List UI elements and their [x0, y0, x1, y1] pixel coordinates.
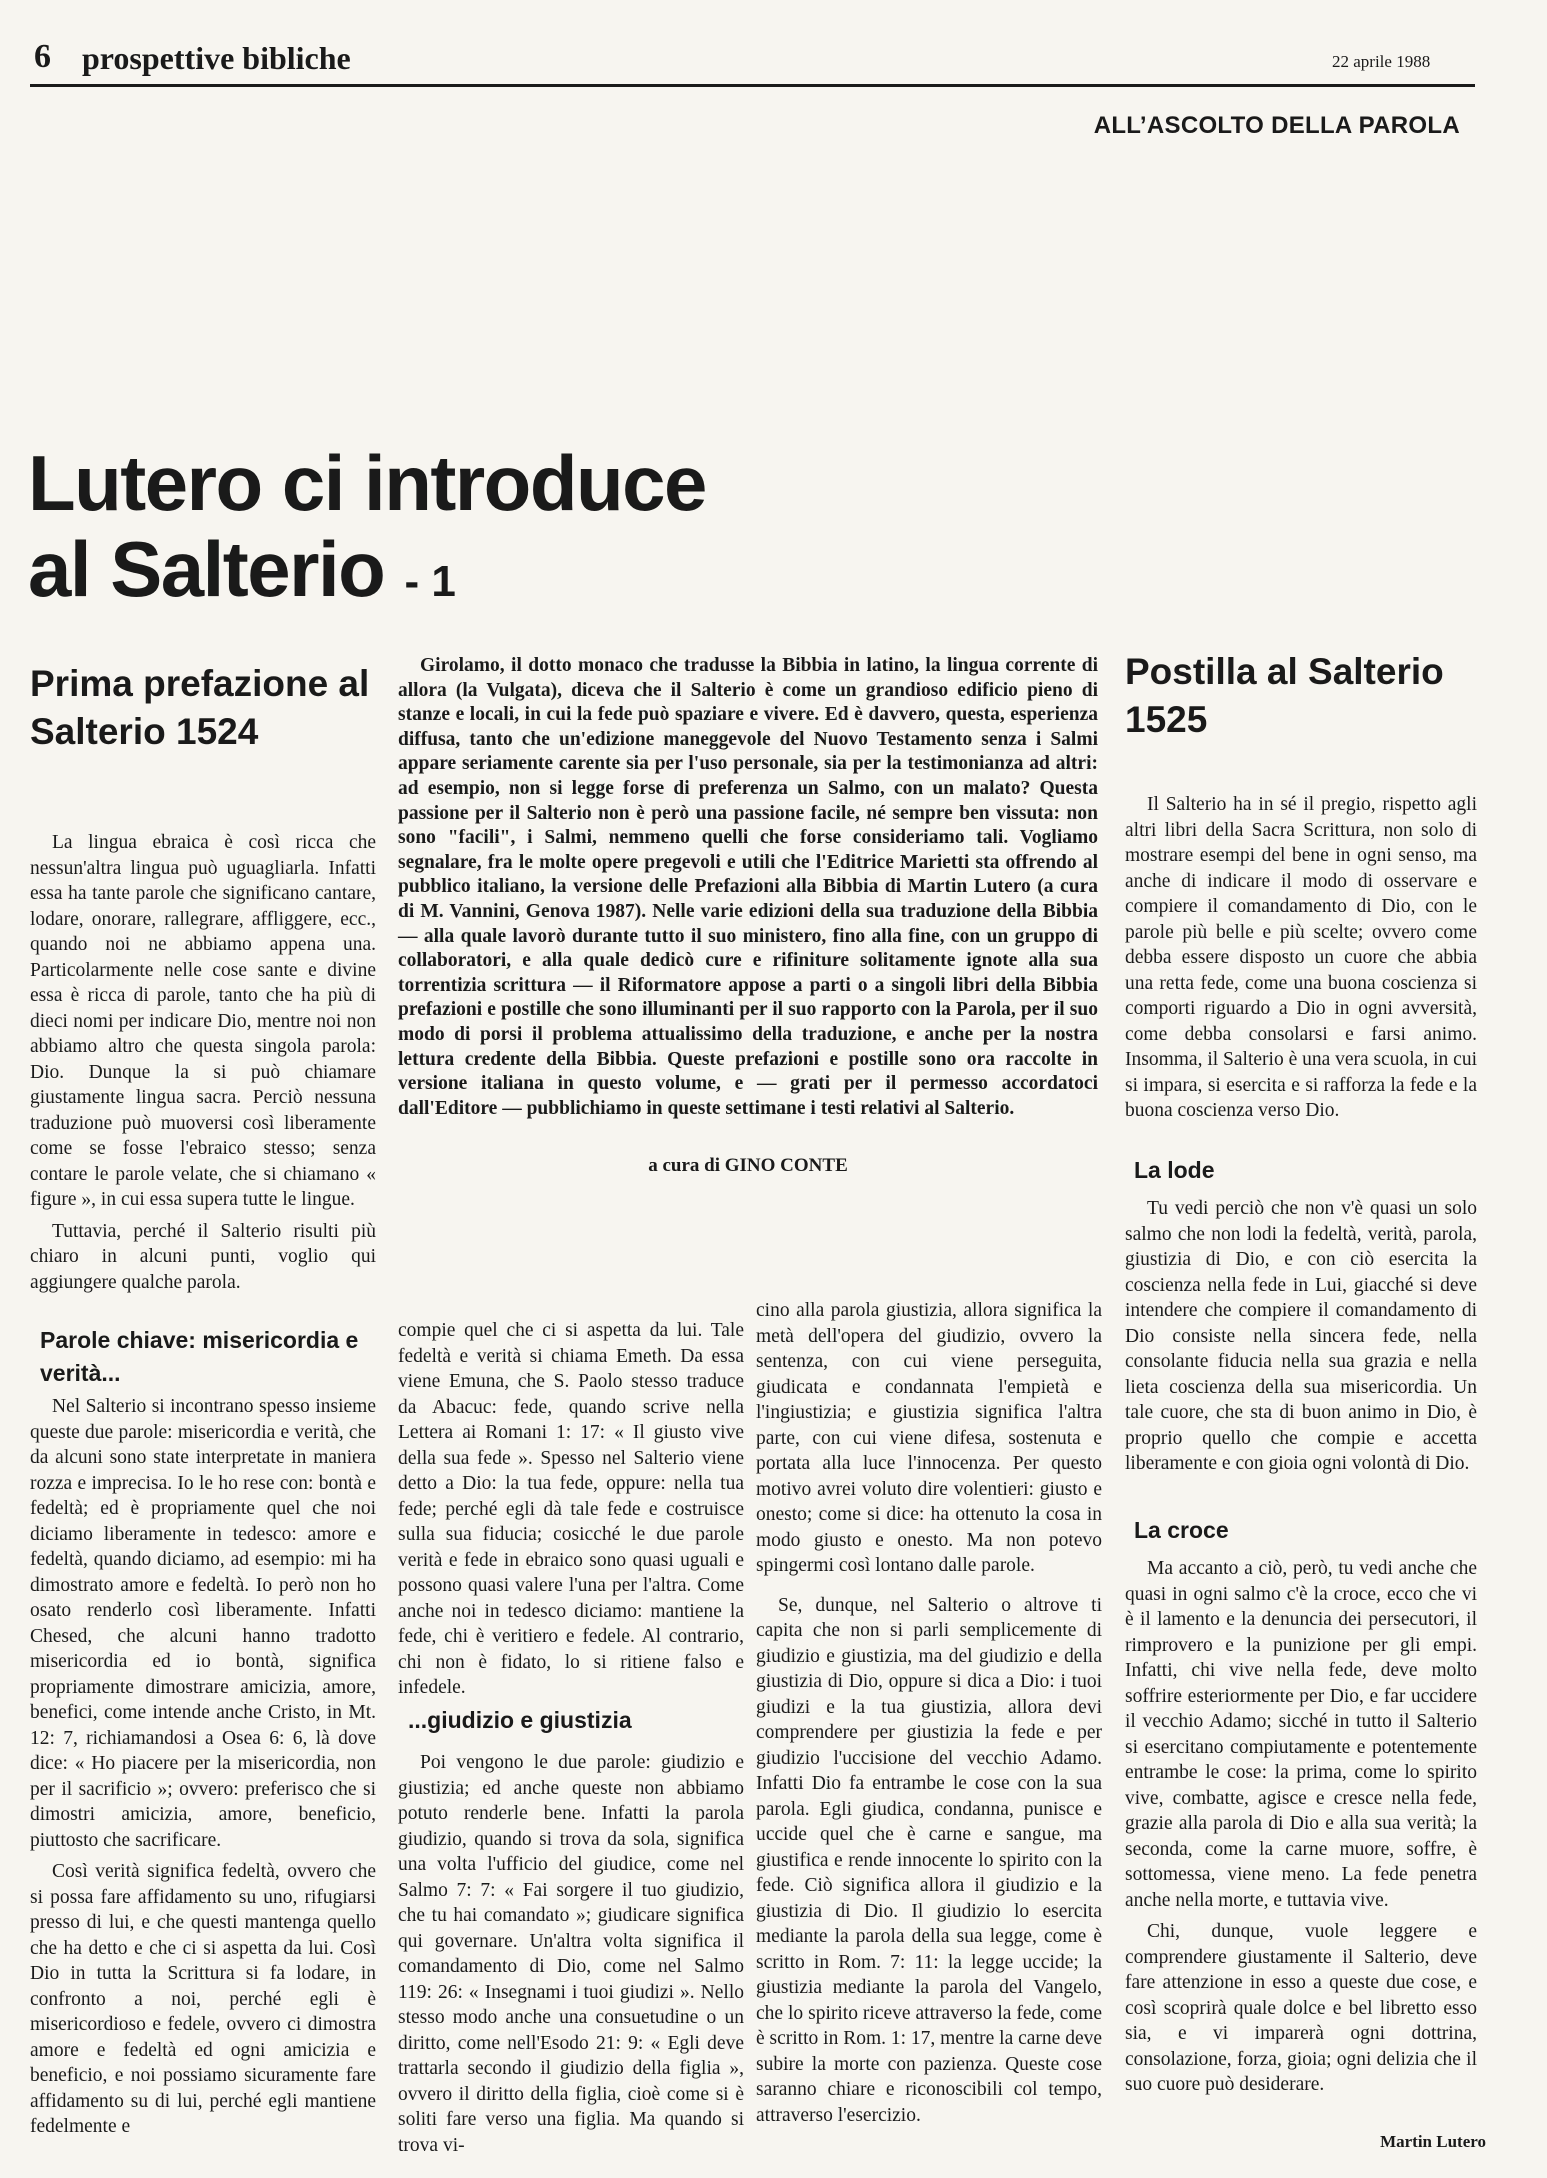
paragraph: La lingua ebraica è così ricca che nessun'altra lingua può uguagliarla. Infatti essa ha tante parole che significano cantare, lodare, onorare, rallegrare, affliggere, ecc., quando noi ne abbiamo appena una. Particolarmente nelle cose sante e divine essa è ricca di parole, tanto che ha più di dieci nomi per indicare Dio, mentre noi non abbiamo altro che questa singola parola: Dio. Dunque la si può chiamare giustamente lingua sacra. Perciò nessuna traduzione può muoversi così liberamente come se fosse l'ebraico stesso; senza contare le parole velate, che si chiamano « figure », in cui essa supera tutte le lingue. — [30, 832, 376, 1210]
col4-text-bottom — [1125, 1556, 1477, 2104]
col3-text — [756, 1298, 1102, 2134]
col4-subheading-lode: La lode — [1134, 1157, 1215, 1183]
col1-text-bottom — [30, 1394, 376, 2146]
paragraph: Tu vedi perciò che non v'è quasi un solo salmo che non lodi la fedeltà, verità, parola, giustizia di Dio, e con ciò esercita la coscienza nella fede in Lui, giacché si deve intendere che compiere il comandamento di Dio consiste nella sincera fede, nella consolante fiducia nella sua grazia e nella lieta coscienza della sua misericordia. Un tale cuore, che sta di buon animo in Dio, è proprio quello che compie e accetta liberamente e con gioia ogni volontà di Dio. — [1125, 1198, 1477, 1474]
paragraph: Poi vengono le due parole: giudizio e giustizia; ed anche queste non abbiamo potuto renderle bene. Infatti la parola giudizio, quando si trova da sola, significa una volta l'ufficio del giudice, come nel Salmo 7: 7: « Fai sorgere il tuo giudizio, che tu hai comandato »; giudicare significa qui governare. Un'altra volta significa il comandamento di Dio, come nel Salmo 119: 26: « Insegnami i tuoi giudizi ». Nello stesso modo anche una consuetudine o un diritto, come nell'Esodo 21: 9: « Egli deve trattarla secondo il giudizio della figlia », ovvero il diritto della figlia, cioè come si è soliti fare verso una figlia. Ma quando si trova vi- — [398, 1752, 744, 2156]
paragraph: compie quel che ci si aspetta da lui. Tale fedeltà e verità si chiama Emeth. Da essa viene Emuna, che S. Paolo stesso traduce da Abacuc: fede, quando scrive nella Lettera ai Romani 1: 17: « Il giusto vive della sua fede ». Spesso nel Salterio viene detto a Dio: la tua fede, oppure: nella tua fede; perché egli dà tale fede e costruisce sulla sua fiducia; cosicché le due parole verità e fede in ebraico sono quasi uguali e possono quasi valere l'una per l'altra. Come anche noi in tedesco diciamo: mantiene la fede, chi è veritiero e fedele. Al contrario, chi non è fidato, lo si ritiene falso e infedele. — [398, 1320, 744, 1698]
paragraph: Tuttavia, perché il Salterio risulti più chiaro in alcuni punti, voglio qui aggiungere qualche parola. — [30, 1220, 376, 1293]
paragraph: Nel Salterio si incontrano spesso insieme queste due parole: misericordia e verità, che da alcuni sono state interpretate in maniera rozza e imprecisa. Io le ho rese con: bontà e fedeltà; ed è propriamente quel che noi diciamo liberamente in tedesco: amore e fedeltà, quando diciamo, ad esempio: mi ha dimostrato amore e fedeltà. Io però non ho osato renderlo così liberamente. Infatti Chesed, che alcuni hanno tradotto misericordia ed io bontà, significa propriamente dimostrare amicizia, amore, benefici, come intende anche Cristo, in Mt. 12: 7, richiamandosi a Osea 6: 6, là dove dice: « Ho piacere per la misericordia, non per il sacrificio »; ovvero: preferisco che si dimostri amicizia, amore, beneficio, piuttosto che sacrificare. — [30, 1396, 376, 1851]
section-label: ALL’ASCOLTO DELLA PAROLA — [1093, 112, 1460, 139]
col4-text-middle — [1125, 1196, 1477, 1483]
page-number: 6 — [34, 38, 51, 75]
title-line-2 — [28, 526, 928, 625]
paragraph: Il Salterio ha in sé il pregio, rispetto agli altri libri della Sacra Scrittura, non solo di mostrare esempi del bene in ogni senso, ma anche di indicare il modo di osservare e compiere il comandamento di Dio, con le parole più belle e più scelte; ovvero come debba essere disposto un cuore che abbia una retta fede, come una buona coscienza si comporti riguardo a Dio in ogni avversità, come debba consolarsi e farsi animo. Insomma, il Salterio è una vera scuola, in cui si impara, si esercita e si rafforza la fede e la buona coscienza verso Dio. — [1125, 794, 1477, 1121]
title-part-number: - 1 — [404, 557, 456, 606]
col1-subheading: Parole chiave: misericordia e verità... — [40, 1327, 359, 1386]
issue-date: 22 aprile 1988 — [1332, 52, 1431, 71]
col2-text-bottom — [398, 1750, 744, 2164]
paragraph: Ma accanto a ciò, però, tu vedi anche che quasi in ogni salmo c'è la croce, ecco che vi è il lamento e la denuncia dei persecutori, il rimprovero e la punizione per gli empi. Infatti, chi vive nella fede, deve molto soffrire esteriormente per Dio, e far uccidere il vecchio Adamo; sicché in tutto il Salterio si esercitano compiutamente e potentemente entrambe le cose: la prima, come lo spirito vive, combatte, agisce e cresce nella fede, grazie alla parola di Dio e alla sua verità; la seconda, come la carne muore, soffre, è sottomessa, viene meno. La fede penetra anche nella morte, e tuttavia vive. — [1125, 1558, 1477, 1911]
col1-heading: Prima prefazione al Salterio 1524 — [30, 663, 370, 752]
publication-name: prospettive bibliche — [82, 40, 351, 76]
title-line-2-text: al Salterio — [28, 525, 385, 613]
editor-credit: a cura di GINO CONTE — [648, 1155, 848, 1176]
header-rule — [30, 84, 1475, 87]
col2-subheading: ...giudizio e giustizia — [408, 1707, 632, 1733]
col4-text-top — [1125, 792, 1477, 1130]
col2-text-top — [398, 1318, 744, 1707]
paragraph: Se, dunque, nel Salterio o altrove ti capita che non si parli semplicemente di giudizio e giustizia, ma del giudizio e della giustizia di Dio, oppure si dica a Dio: i tuoi giudizi e la tua giustizia, allora devi comprendere per giustizia la fede e per giudizio l'uccisione del vecchio Adamo. Infatti Dio fa entrambe le cose con la sua parola. Egli giudica, condanna, punisce e uccide quel che è carne e sangue, ma giustifica e rende innocente lo spirito con la fede. Ciò significa allora il giudizio e la giustizia di Dio. Il giudizio lo esercita mediante la parola della sua legge, come è scritto in Rom. 7: 11: la legge uccide; la giustizia mediante la parola del Vangelo, che lo spirito riceve attraverso la fede, come è scritto in Rom. 1: 17, mentre la carne deve subire la morte con pazienza. Queste cose saranno chiare e riconoscibili col tempo, attraverso l'esercizio. — [756, 1594, 1103, 2126]
paragraph: Così verità significa fedeltà, ovvero che si possa fare affidamento su uno, rifugiarsi presso di lui, e che questi mantenga quello che ha detto e che ci si aspetta da lui. Così Dio in tutta la Scrittura si fa lodare, in confronto a noi, perché egli è misericordioso e fedele, ovvero ci dimostra amore e fedeltà ed ogni amicizia e beneficio, e noi possiamo sicuramente fare affidamento su di lui, perché egli mantiene fedelmente e — [30, 1861, 376, 2137]
col1-text-top — [30, 830, 376, 1301]
author-signature: Martin Lutero — [1380, 2132, 1486, 2151]
intro-text: Girolamo, il dotto monaco che tradusse la Bibbia in latino, la lingua corrente di allora (la Vulgata), diceva che il Salterio è come un grandioso edificio pieno di stanze e locali, in cui la fede può spaziare e vivere. Ed è davvero, questa, esperienza diffusa, tanto che un'edizione maneggevole del Nuovo Testamento senza i Salmi appare seriamente carente sia per l'uso personale, sia per la testimonianza ad altri: ad esempio, non si legge forse di preferenza un Salmo, con un malato? Questa passione per il Salterio non è però una passione facile, né sempre ben vissuta: non sono "facili", i Salmi, nemmeno quelli che forse consideriamo tali. Vogliamo segnalare, fra le molte opere pregevoli e utili che l'Editrice Marietti sta offrendo al pubblico italiano, la versione delle Prefazioni alla Bibbia di Martin Lutero (a cura di M. Vannini, Genova 1987). Nelle varie edizioni della sua traduzione della Bibbia — alla quale lavorò durante tutto il suo ministero, fino alla fine, con un gruppo di collaboratori, e alla quale dedicò cure e rifiniture solitamente ignote alla sua torrentizia scrittura — il Riformatore appose a parti o a singoli libri della Bibbia prefazioni e postille che sono illuminanti per il suo rapporto con la Parola, per il suo modo di porsi il problema attualissimo della traduzione, e anche per la nostra lettura credente della Bibbia. Queste prefazioni e postille sono ora raccolte in versione italiana in questo volume, e — grati per il permesso accordatoci dall'Editore — pubblichiamo in queste settimane i testi relativi al Salterio. — [398, 655, 1098, 1119]
paragraph: cino alla parola giustizia, allora significa la metà dell'opera del giudizio, ovvero la sentenza, con cui viene perseguita, giudicata e condannata l'empietà e l'ingiustizia; e giustizia significa l'altra parte, con cui viene difesa, sostenuta e portata alla luce l'innocenza. Per questo motivo avrei voluto dire volentieri: giusto e onesto; come si dice: ha ottenuto la cosa in modo giusto e onesto. Ma non potevo spingermi così lontano dalle parole. — [756, 1300, 1102, 1576]
title-line-1: Lutero ci introduce — [28, 439, 706, 527]
col4-subheading-croce: La croce — [1134, 1517, 1229, 1543]
article-title — [28, 440, 928, 625]
paragraph: Chi, dunque, vuole leggere e comprendere giustamente il Salterio, deve fare attenzione in esso a queste due cose, e così scoprirà quale dolce e bel libretto esso sia, e vi imparerà ogni dottrina, consolazione, forza, gioia; ogni delizia che il suo cuore può desiderare. — [1125, 1921, 1477, 2095]
col4-heading: Postilla al Salterio 1525 — [1125, 651, 1444, 740]
